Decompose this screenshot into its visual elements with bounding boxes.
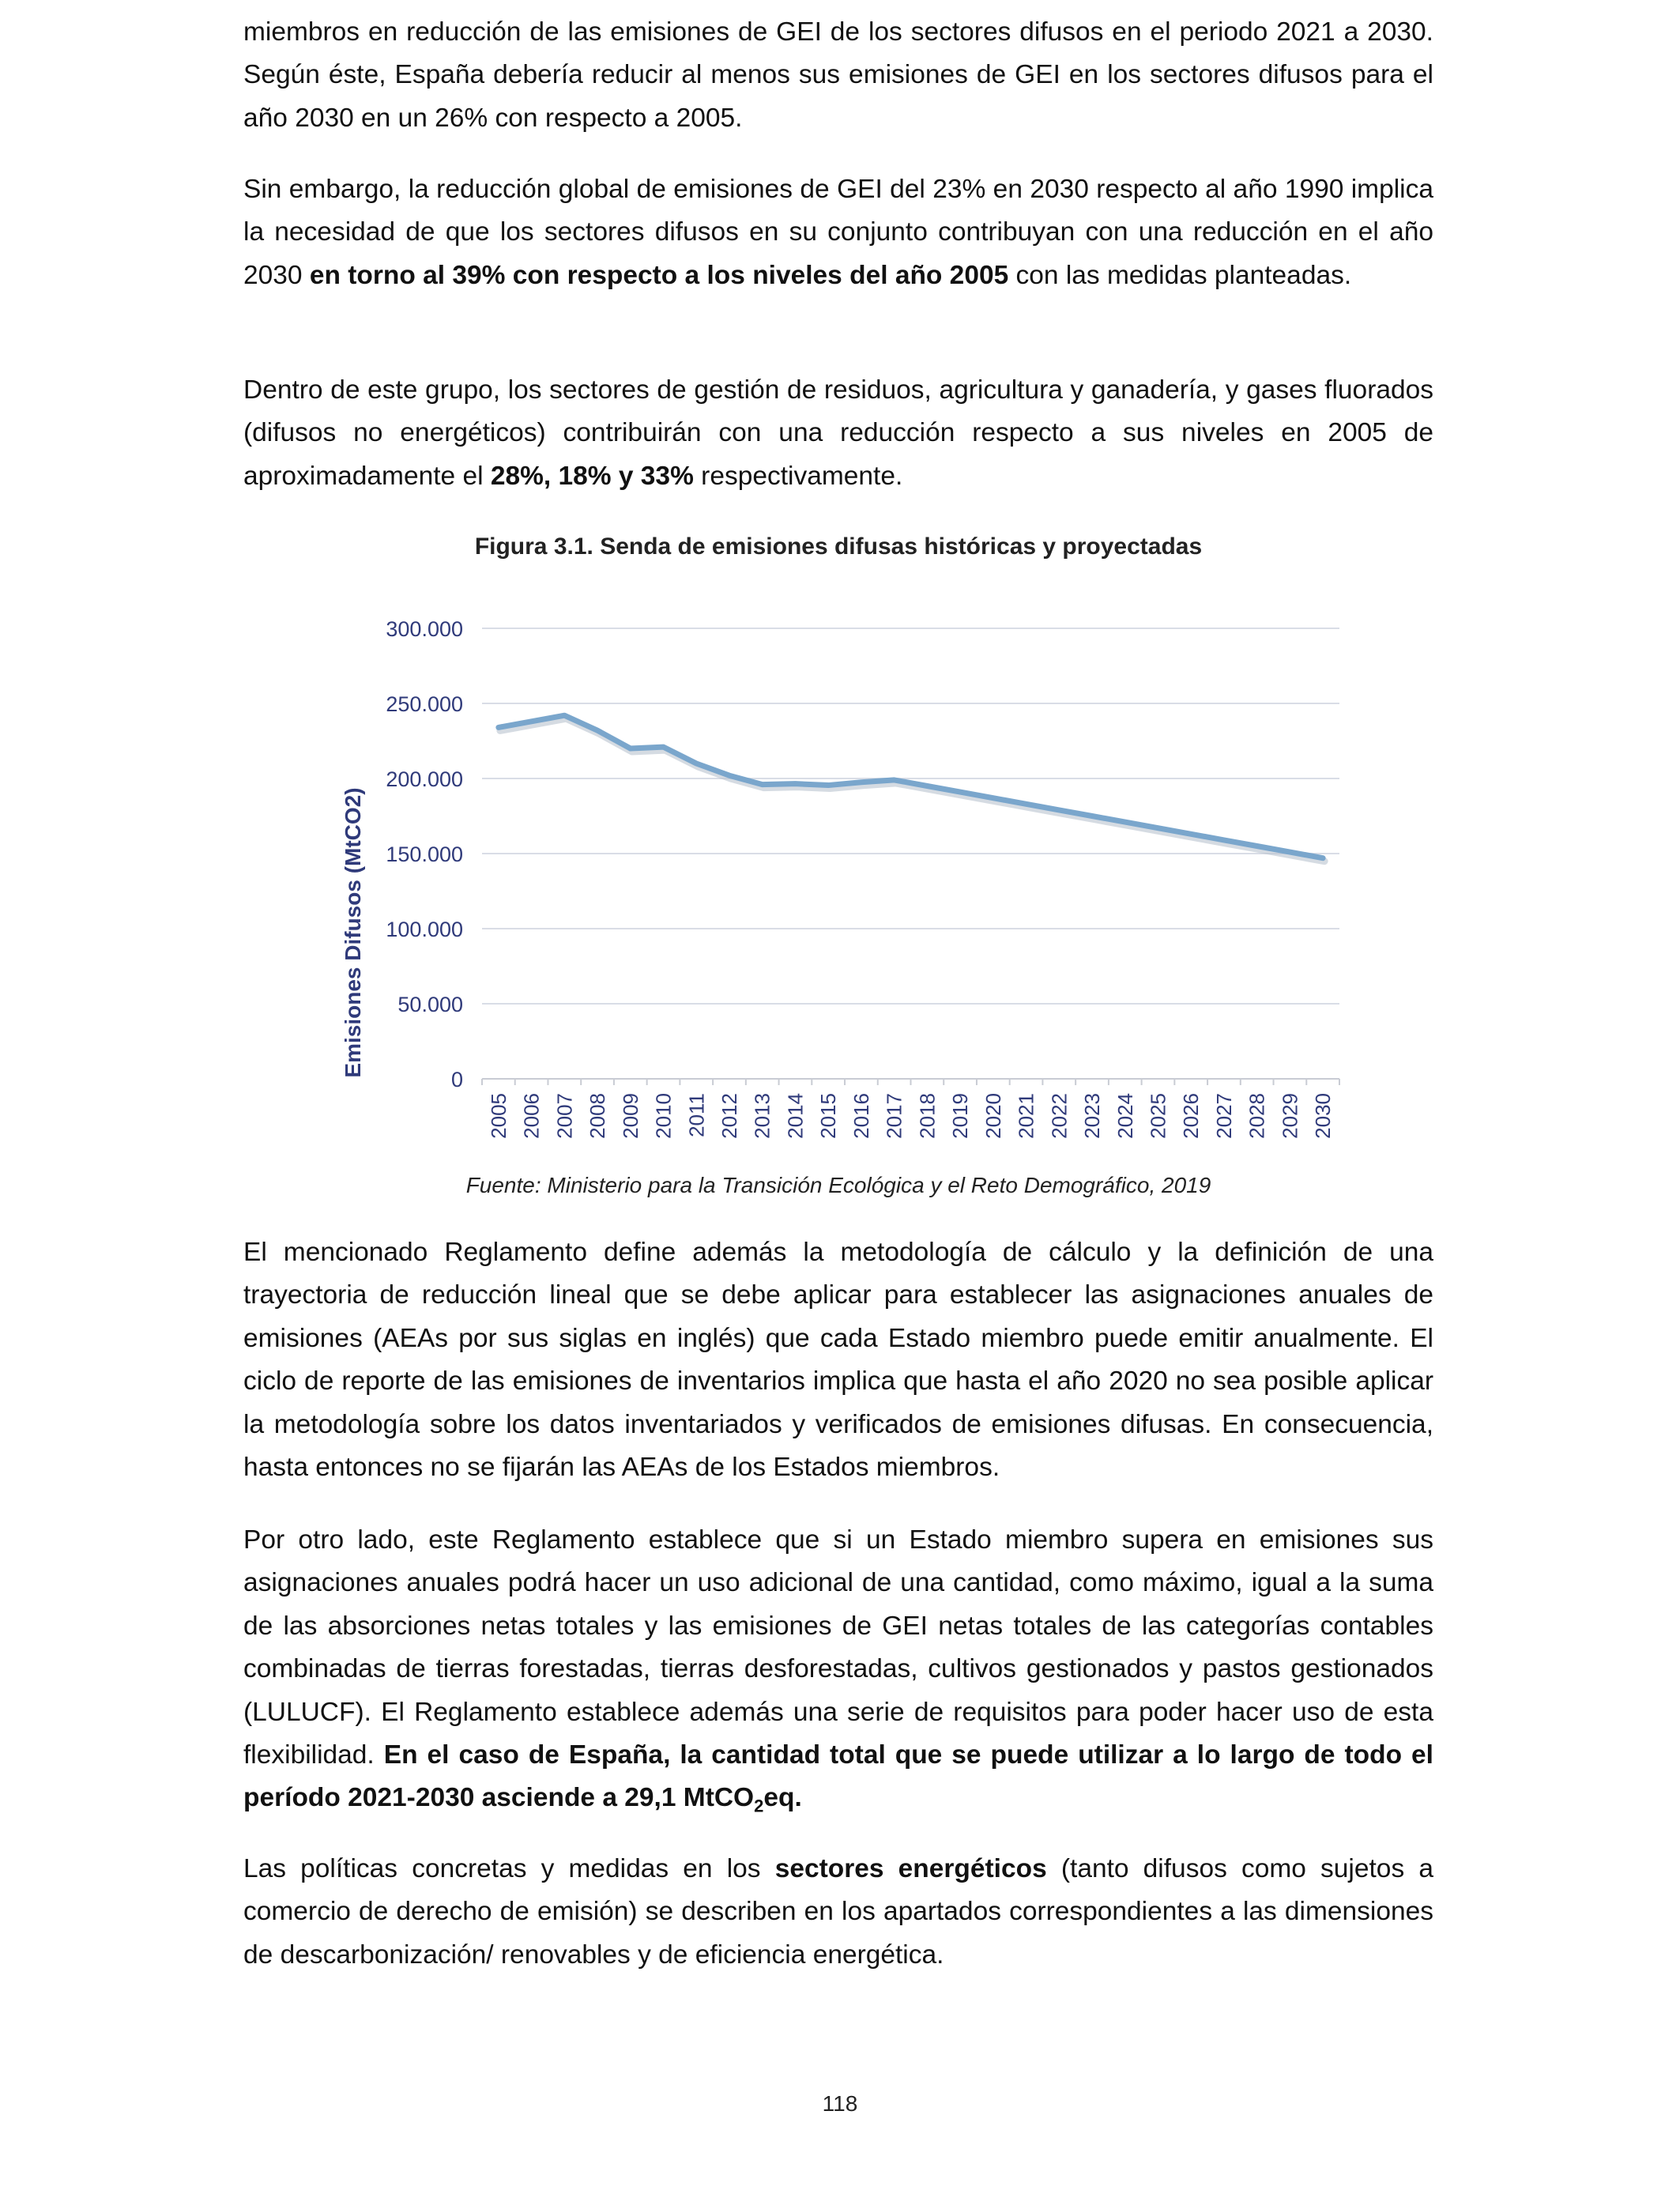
paragraph-5-bold xyxy=(243,1740,1433,1817)
chart-x-axis xyxy=(482,1079,1339,1085)
x-tick-label: 2030 xyxy=(1311,1093,1335,1139)
paragraph-4-text: El mencionado Reglamento define además la metodología de cálculo y la definición de una trayectoria de reducción lineal que se debe aplicar para establecer las asignaciones anuales de emisiones (AEAs por sus siglas en inglés) que cada Estado miembro puede emitir anualmente. El ciclo de reporte de las emisiones de inventarios implica que hasta el año 2020 no sea posible aplicar la metodología sobre los datos inventariados y verificados de emisiones difusas. En consecuencia, hasta entonces no se fijarán las AEAs de los Estados miembros. xyxy=(243,1238,1433,1483)
x-tick-label: 2025 xyxy=(1146,1093,1170,1139)
x-tick-label: 2005 xyxy=(486,1093,510,1139)
paragraph-5-bold-text: En el caso de España, la cantidad total que se puede utilizar a lo largo de todo el período 2021-2030 asciende a 29,1 MtCO xyxy=(243,1740,1433,1813)
paragraph-1 xyxy=(243,11,1433,140)
x-tick-label: 2014 xyxy=(783,1093,808,1139)
y-tick-label: 0 xyxy=(450,1068,463,1091)
paragraph-6 xyxy=(243,1848,1433,1977)
x-tick-label: 2021 xyxy=(1014,1093,1038,1139)
paragraph-1-text: miembros en reducción de las emisiones de GEI de los sectores difusos en el periodo 2021 a 2030. Según éste, España debería reducir al menos sus emisiones de GEI en los sectores difusos para el año 2030 en un 26% con respecto a 2005. xyxy=(243,17,1433,133)
x-tick-label: 2022 xyxy=(1047,1093,1072,1139)
x-tick-label: 2017 xyxy=(882,1093,906,1139)
x-tick-label: 2015 xyxy=(816,1093,841,1139)
y-tick-label: 50.000 xyxy=(397,993,463,1016)
x-tick-label: 2011 xyxy=(684,1093,709,1137)
emissions-line-chart xyxy=(332,593,1375,1162)
paragraph-2 xyxy=(243,168,1433,297)
page-number: 118 xyxy=(822,2091,858,2116)
x-tick-label: 2027 xyxy=(1211,1093,1236,1139)
figure-source: Fuente: Ministerio para la Transición Ecológica y el Reto Demográfico, 2019 xyxy=(465,1173,1211,1197)
x-tick-label: 2020 xyxy=(981,1093,1005,1139)
paragraph-4 xyxy=(243,1231,1433,1489)
paragraph-3-text: Dentro de este grupo, los sectores de gestión de residuos, agricultura y ganadería, y gases fluorados (difusos no energéticos) contribuirán con una reducción respecto a sus niveles en 2005 de aproximadamente el xyxy=(243,375,1433,491)
x-tick-label: 2013 xyxy=(750,1093,774,1139)
x-tick-label: 2012 xyxy=(717,1093,741,1139)
paragraph-5-bold-end: eq. xyxy=(763,1783,802,1813)
paragraph-3-bold: 28%, 18% y 33% xyxy=(490,461,694,491)
x-tick-label: 2006 xyxy=(519,1093,544,1139)
chart-series xyxy=(499,715,1324,861)
x-tick-label: 2007 xyxy=(552,1093,577,1139)
x-tick-label: 2024 xyxy=(1113,1093,1137,1139)
paragraph-5-text: Por otro lado, este Reglamento establece que si un Estado miembro supera en emisiones sus asignaciones anuales podrá hacer un uso adicional de una cantidad, como máximo, igual a la suma de las absorciones netas totales y las emisiones de GEI netas totales de las categorías contables combinadas de tierras forestadas, tierras desforestadas, cultivos gestionados y pastos gestionados (LULUCF). El Reglamento establece además una serie de requisitos para poder hacer uso de esta flexibilidad. xyxy=(243,1525,1433,1770)
paragraph-3 xyxy=(243,369,1433,498)
paragraph-2-bold: en torno al 39% con respecto a los niveles del año 2005 xyxy=(309,260,1009,290)
x-tick-label: 2008 xyxy=(586,1093,610,1139)
y-tick-label: 200.000 xyxy=(386,767,463,791)
chart-y-tick-labels xyxy=(386,617,463,1091)
series-line-shadow xyxy=(500,718,1324,861)
x-tick-label: 2010 xyxy=(651,1093,676,1139)
paragraph-3-text-end: respectivamente. xyxy=(693,461,903,491)
x-tick-label: 2023 xyxy=(1080,1093,1105,1139)
chart-gridlines xyxy=(482,628,1339,1004)
x-tick-label: 2026 xyxy=(1179,1093,1203,1139)
paragraph-5 xyxy=(243,1519,1433,1829)
y-tick-label: 150.000 xyxy=(386,843,463,866)
chart-x-tick-labels xyxy=(487,1093,1335,1139)
x-tick-label: 2029 xyxy=(1278,1093,1302,1139)
paragraph-5-subscript: 2 xyxy=(754,1796,764,1817)
paragraph-6-text: Las políticas concretas y medidas en los xyxy=(243,1854,775,1883)
x-tick-label: 2009 xyxy=(618,1093,642,1139)
y-tick-label: 100.000 xyxy=(386,918,463,941)
figure-title: Figura 3.1. Senda de emisiones difusas históricas y proyectadas xyxy=(474,533,1203,560)
paragraph-6-text-end: (tanto difusos como sujetos a comercio de derecho de emisión) se describen en los apartados correspondientes a las dimensiones de descarbonización/ renovables y de eficiencia energética. xyxy=(243,1854,1433,1970)
paragraph-2-text: Sin embargo, la reducción global de emisiones de GEI del 23% en 2030 respecto al año 1990 implica la necesidad de que los sectores difusos en su conjunto contribuyan con una reducción en el año 2030 xyxy=(243,175,1433,290)
y-tick-label: 300.000 xyxy=(386,617,463,641)
x-tick-label: 2028 xyxy=(1245,1093,1269,1139)
x-tick-label: 2016 xyxy=(849,1093,873,1139)
x-tick-label: 2019 xyxy=(948,1093,973,1139)
chart-y-axis-label: Emisiones Difusos (MtCO2) xyxy=(341,787,365,1078)
x-tick-label: 2018 xyxy=(915,1093,940,1139)
y-tick-label: 250.000 xyxy=(386,692,463,716)
paragraph-2-text-end: con las medidas planteadas. xyxy=(1008,260,1352,290)
paragraph-6-bold: sectores energéticos xyxy=(774,1854,1047,1883)
